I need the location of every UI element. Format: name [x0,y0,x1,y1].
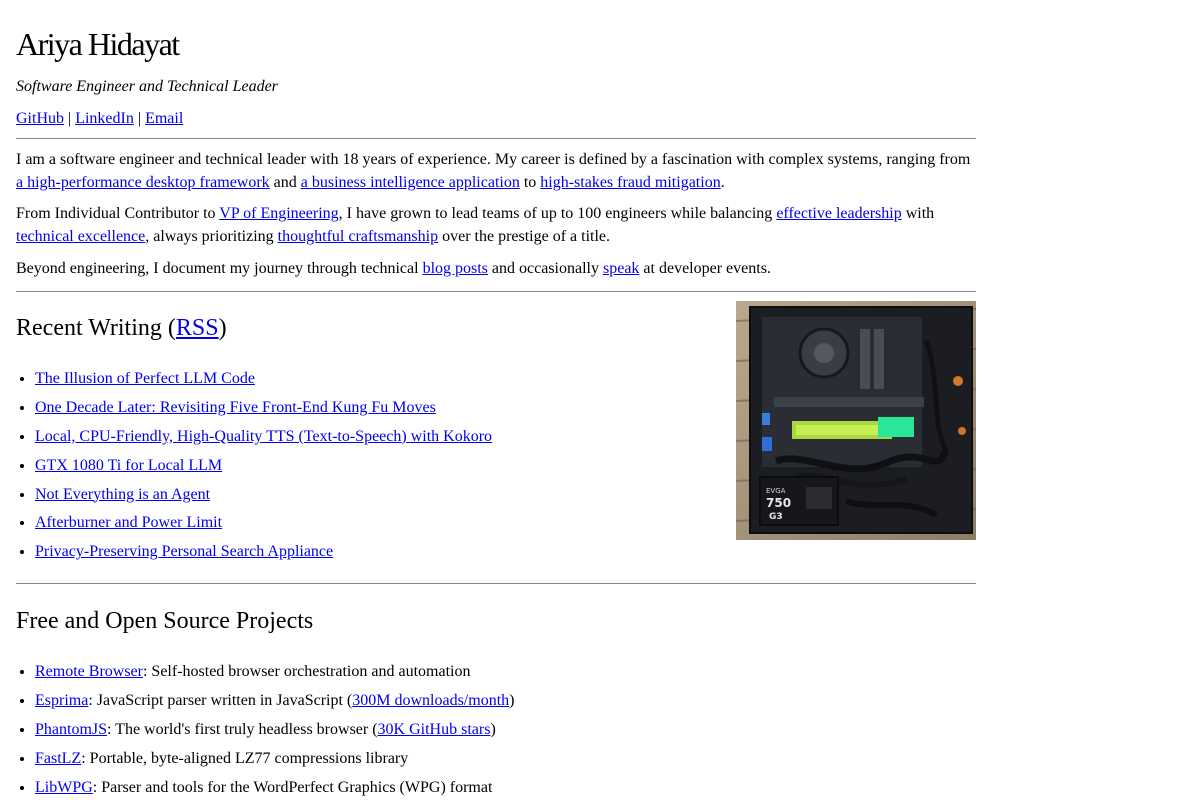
list-item [35,749,514,778]
list-item [35,369,492,398]
post-link[interactable]: Local, CPU-Friendly, High-Quality TTS (Text-to-Speech) with Kokoro [35,427,493,445]
vp-engineering-link[interactable]: VP of Engineering [219,205,339,222]
list-item [35,485,492,514]
intro-text: , always prioritizing [145,227,278,245]
post-link[interactable]: Privacy-Preserving Personal Search Appliance [35,543,334,561]
psu-model-label: 750 [766,496,792,510]
list-item [35,778,514,800]
intro-paragraph-3 [16,258,976,281]
project-description: : JavaScript parser written in JavaScript ( [88,691,353,709]
pc-case-illustration [736,301,976,540]
intro-text: I am a software engineer and technical leader with 18 years of experience. My career is defined by a fascination with complex systems, ranging from [16,151,971,168]
post-link[interactable]: GTX 1080 Ti for Local LLM [35,456,223,474]
post-link[interactable]: Afterburner and Power Limit [35,514,223,532]
business-intelligence-link[interactable]: a business intelligence application [300,173,520,191]
page-title: Ariya Hidayat [16,26,179,62]
list-item [35,456,492,485]
technical-excellence-link[interactable]: technical excellence [16,227,146,245]
intro-text: . [720,173,725,191]
heading-text: Recent Writing ( [16,315,176,341]
link-separator: | [137,110,142,127]
esprima-downloads-link[interactable]: 300M downloads/month [352,691,510,709]
project-description: : Parser and tools for the WordPerfect Graphics (WPG) format [92,778,493,796]
project-description: : Portable, byte-aligned LZ77 compressions library [81,749,409,767]
blog-posts-link[interactable]: blog posts [422,260,488,277]
divider [16,138,976,139]
intro-text: to [519,173,541,191]
list-item [35,542,492,571]
link-separator: | [68,110,72,127]
intro-text: Beyond engineering, I document my journey through technical [16,260,423,277]
email-link[interactable]: Email [145,110,184,127]
intro-text: and [269,173,301,191]
rss-link[interactable]: RSS [175,315,219,341]
speak-link[interactable]: speak [602,260,640,277]
psu-series-label: G3 [769,512,783,522]
project-link-fastlz[interactable]: FastLZ [35,749,82,767]
social-links [16,109,183,129]
project-link-remote-browser[interactable]: Remote Browser [35,663,143,680]
list-item [35,427,492,456]
recent-writing-heading [16,313,227,343]
intro-text: From Individual Contributor to [16,205,220,222]
post-link[interactable]: One Decade Later: Revisiting Five Front-End Kung Fu Moves [35,398,436,416]
post-link[interactable]: The Illusion of Perfect LLM Code [35,370,255,387]
intro-text: over the prestige of a title. [438,227,611,245]
intro-text: with [901,205,935,222]
page-subtitle: Software Engineer and Technical Leader [16,78,278,95]
intro-text: at developer events. [639,260,771,277]
list-item [35,513,492,542]
recent-posts-list [16,369,492,571]
post-link[interactable]: Not Everything is an Agent [35,485,211,503]
project-link-esprima[interactable]: Esprima [35,691,89,709]
fraud-mitigation-link[interactable]: high-stakes fraud mitigation [540,173,721,191]
phantomjs-stars-link[interactable]: 30K GitHub stars [377,720,491,738]
thoughtful-craftsmanship-link[interactable]: thoughtful craftsmanship [277,227,439,245]
projects-list [16,662,514,800]
project-description: ) [509,691,515,709]
intro-text: and occasionally [487,260,603,277]
list-item [35,691,514,720]
list-item [35,720,514,749]
intro-text: , I have grown to lead teams of up to 100 engineers while balancing [338,205,777,222]
project-description: : The world's first truly headless browser ( [107,720,378,738]
heading-text: ) [218,315,227,341]
project-link-libwpg[interactable]: LibWPG [35,778,93,796]
psu-brand-label: EVGA [766,487,786,495]
github-link[interactable]: GitHub [16,110,64,127]
pc-build-photo [736,301,976,540]
list-item [35,398,492,427]
effective-leadership-link[interactable]: effective leadership [776,205,902,222]
project-link-phantomjs[interactable]: PhantomJS [35,720,108,738]
list-item [35,662,514,691]
linkedin-link[interactable]: LinkedIn [75,110,134,127]
intro-paragraph-1 [16,149,976,194]
project-description: ) [490,720,496,738]
desktop-framework-link[interactable]: a high-performance desktop framework [16,173,270,191]
projects-heading: Free and Open Source Projects [16,608,314,634]
intro-paragraph-2 [16,203,976,248]
project-description: : Self-hosted browser orchestration and automation [142,663,471,680]
divider [16,583,976,584]
divider [16,291,976,292]
